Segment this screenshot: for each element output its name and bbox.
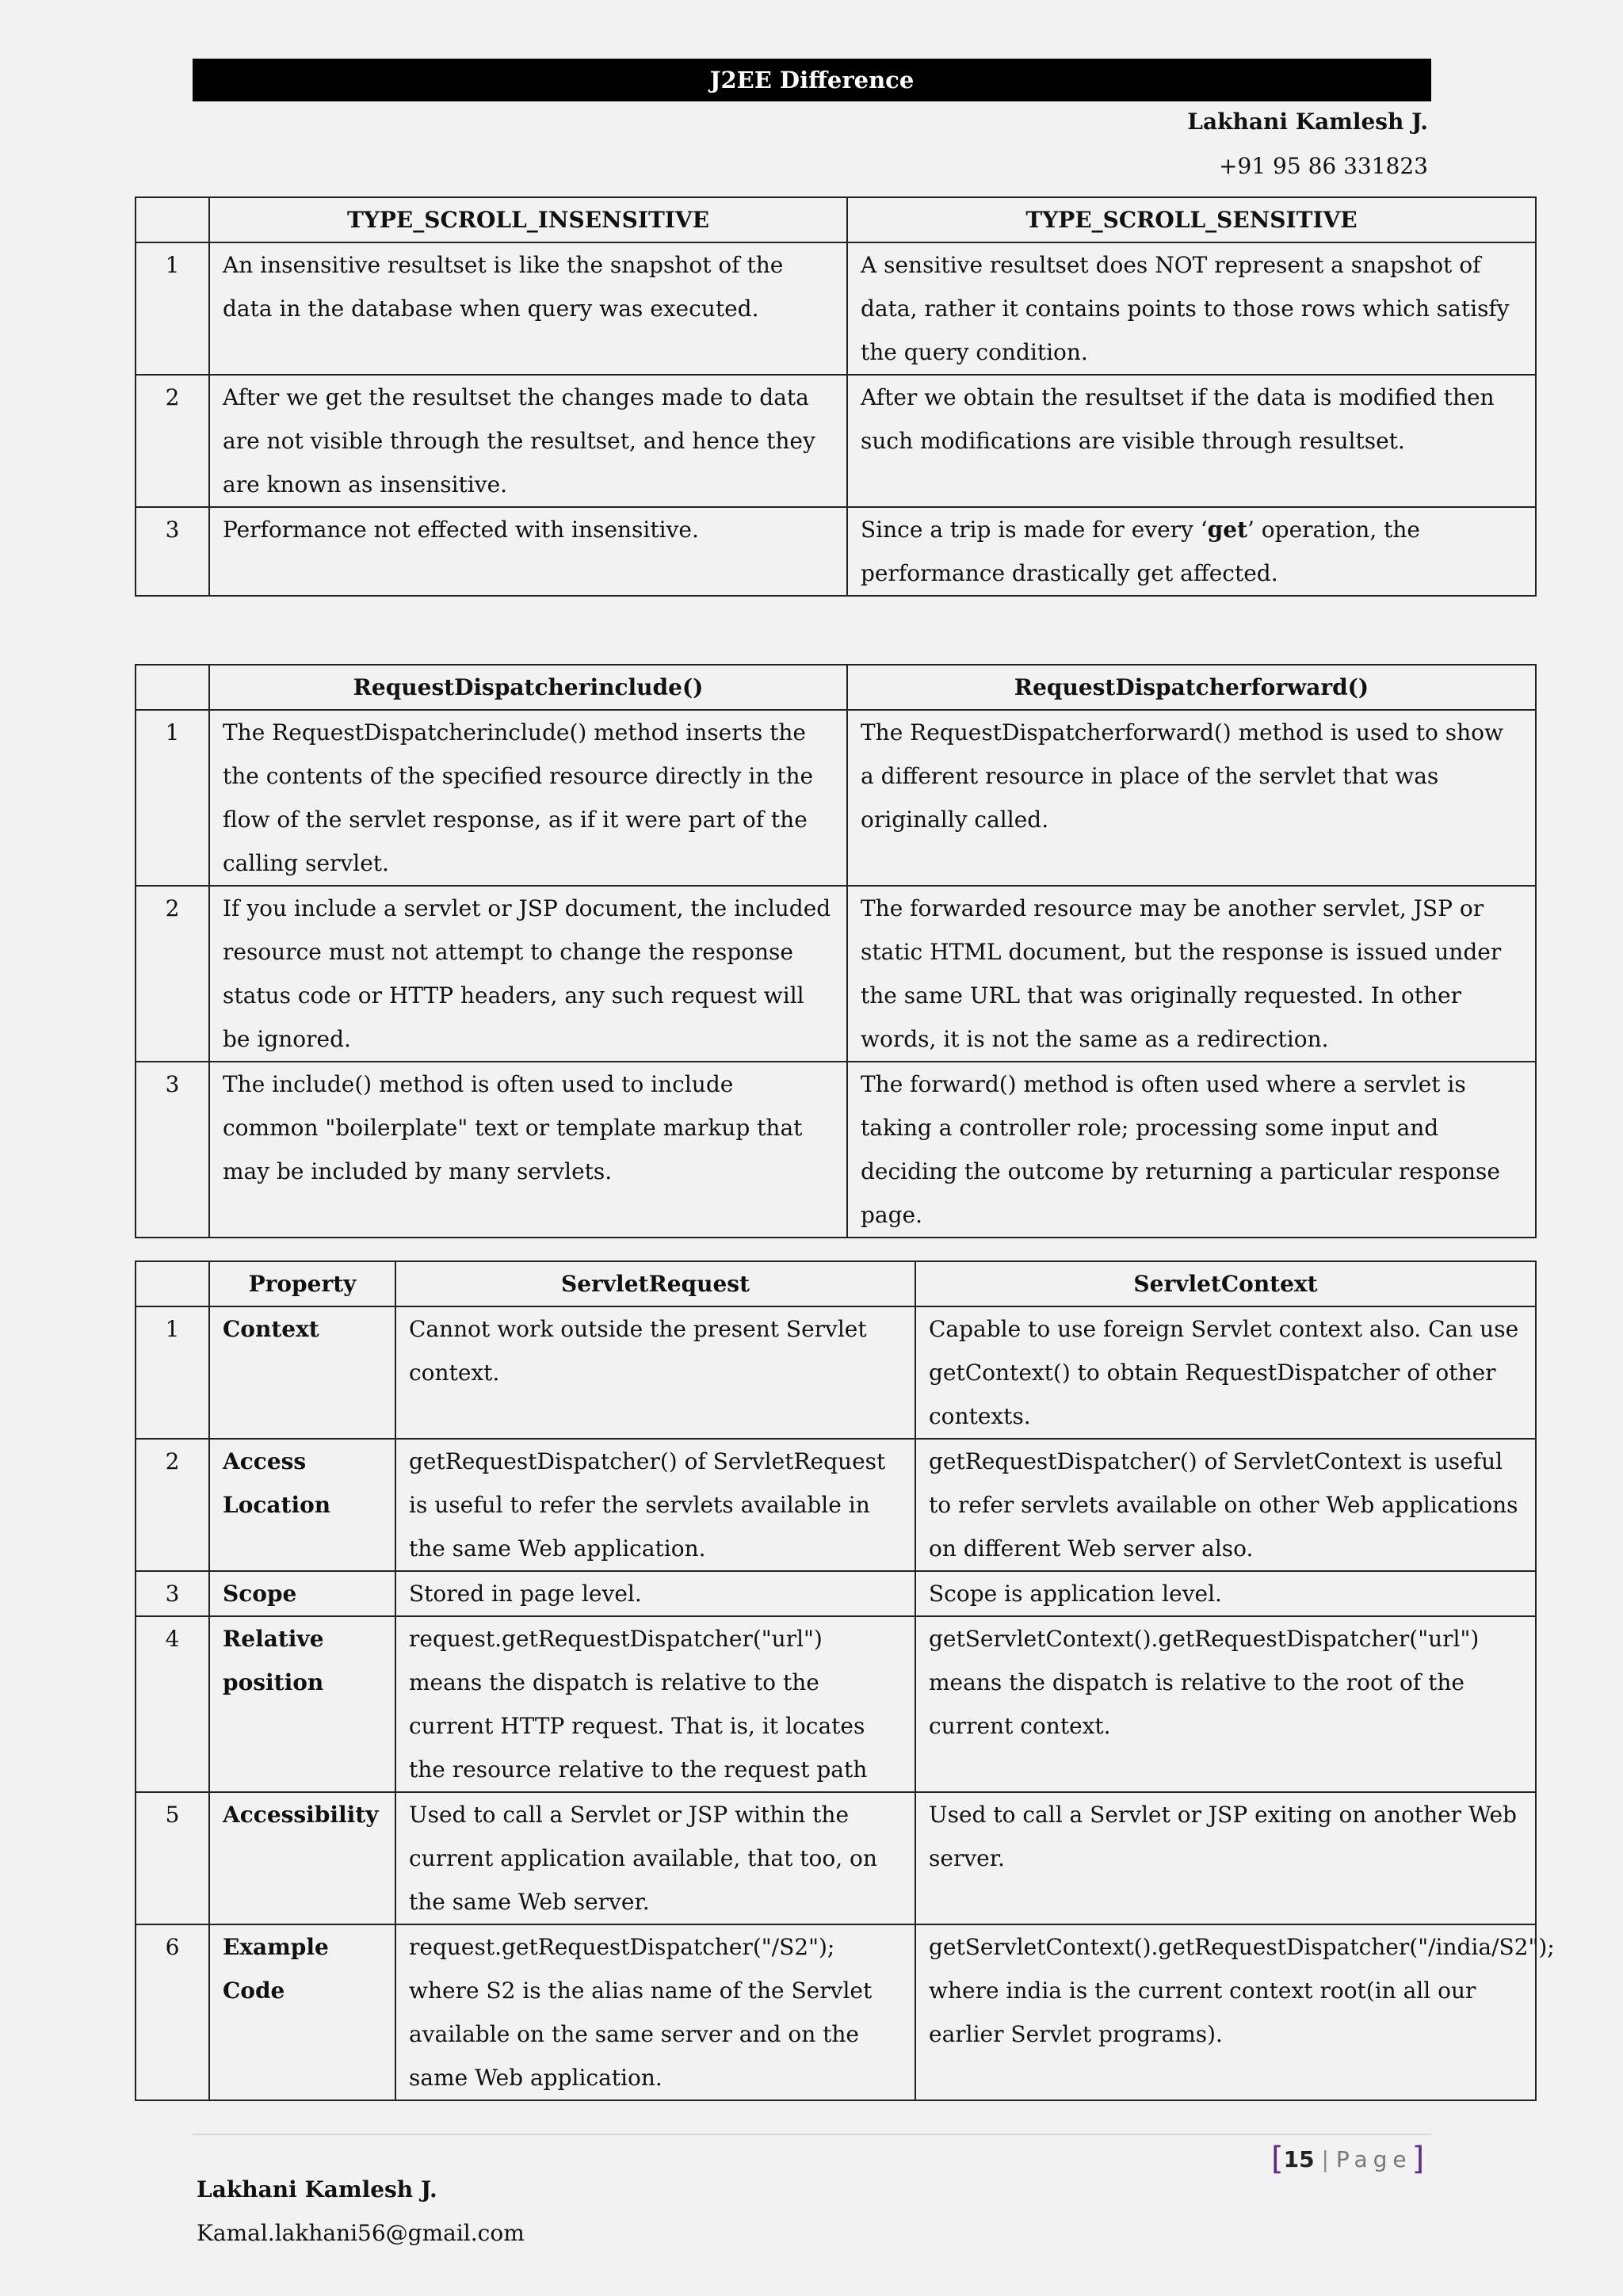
text-span: Since a trip is made for every ‘ bbox=[861, 517, 1208, 543]
column-header: ServletContext bbox=[915, 1261, 1536, 1306]
table-cell: Performance not effected with insensitive. bbox=[209, 507, 847, 596]
page-title: J2EE Difference bbox=[709, 67, 915, 93]
row-number: 2 bbox=[136, 886, 209, 1062]
table-cell: The include() method is often used to include common "boilerplate" text or template markup that may be included by many servlets. bbox=[209, 1062, 847, 1238]
table-cell: Used to call a Servlet or JSP within the current application available, that too, on the same Web server. bbox=[395, 1792, 915, 1924]
row-number: 6 bbox=[136, 1924, 209, 2100]
column-header: Property bbox=[209, 1261, 395, 1306]
header-author-name: Lakhani Kamlesh J. bbox=[1187, 109, 1428, 135]
property-cell: Context bbox=[209, 1306, 395, 1439]
table-row bbox=[136, 1306, 1536, 1439]
table-row bbox=[136, 710, 1536, 886]
table-row bbox=[136, 1439, 1536, 1571]
footer-divider bbox=[193, 2134, 1431, 2135]
table-row bbox=[136, 1792, 1536, 1924]
table-cell: Stored in page level. bbox=[395, 1571, 915, 1616]
page-word: Page bbox=[1335, 2146, 1412, 2172]
table-cell: Used to call a Servlet or JSP exiting on another Web server. bbox=[915, 1792, 1536, 1924]
table-row bbox=[136, 1571, 1536, 1616]
property-cell: Scope bbox=[209, 1571, 395, 1616]
column-header: TYPE_SCROLL_SENSITIVE bbox=[847, 197, 1536, 242]
table-header-row bbox=[136, 197, 1536, 242]
footer-author-block bbox=[197, 2168, 525, 2255]
table-cell: After we get the resultset the changes made to data are not visible through the resultset, and hence they are known as insensitive. bbox=[209, 375, 847, 507]
column-header: RequestDispatcherinclude() bbox=[209, 665, 847, 710]
table-header-row bbox=[136, 665, 1536, 710]
row-number: 1 bbox=[136, 1306, 209, 1439]
row-number: 1 bbox=[136, 710, 209, 886]
table-cell: Cannot work outside the present Servlet context. bbox=[395, 1306, 915, 1439]
request-dispatcher-table bbox=[135, 664, 1537, 1238]
row-number: 3 bbox=[136, 1062, 209, 1238]
row-number: 2 bbox=[136, 1439, 209, 1571]
table-cell: getRequestDispatcher() of ServletRequest is useful to refer the servlets available in the same Web application. bbox=[395, 1439, 915, 1571]
row-number: 1 bbox=[136, 242, 209, 375]
number-header bbox=[136, 1261, 209, 1306]
property-cell: Example Code bbox=[209, 1924, 395, 2100]
table-row bbox=[136, 375, 1536, 507]
row-number: 5 bbox=[136, 1792, 209, 1924]
servlet-request-context-table bbox=[135, 1261, 1555, 2101]
page-title-bar bbox=[193, 59, 1431, 101]
row-number: 4 bbox=[136, 1616, 209, 1792]
table-cell: getRequestDispatcher() of ServletContext is useful to refer servlets available on other Web applications on different Web server also. bbox=[915, 1439, 1536, 1571]
table-row bbox=[136, 1062, 1536, 1238]
column-header: TYPE_SCROLL_INSENSITIVE bbox=[209, 197, 847, 242]
table-header-row bbox=[136, 1261, 1536, 1306]
column-header: ServletRequest bbox=[395, 1261, 915, 1306]
footer-email: Kamal.lakhani56@gmail.com bbox=[197, 2220, 525, 2246]
row-number: 3 bbox=[136, 507, 209, 596]
header-author-block bbox=[1187, 100, 1428, 189]
table-cell: After we obtain the resultset if the data is modified then such modifications are visible through resultset. bbox=[847, 375, 1536, 507]
table-row bbox=[136, 507, 1536, 596]
table-cell: The forwarded resource may be another servlet, JSP or static HTML document, but the response is issued under the same URL that was originally requested. In other words, it is not the same as a redirection. bbox=[847, 886, 1536, 1062]
table-cell: If you include a servlet or JSP document, the included resource must not attempt to change the response status code or HTTP headers, any such request will be ignored. bbox=[209, 886, 847, 1062]
property-cell: Relative position bbox=[209, 1616, 395, 1792]
table-cell: A sensitive resultset does NOT represent a snapshot of data, rather it contains points to those rows which satisfy the query condition. bbox=[847, 242, 1536, 375]
table-cell: The RequestDispatcherinclude() method inserts the the contents of the specified resource directly in the flow of the servlet response, as if it were part of the calling servlet. bbox=[209, 710, 847, 886]
row-number: 3 bbox=[136, 1571, 209, 1616]
row-number: 2 bbox=[136, 375, 209, 507]
table-cell: An insensitive resultset is like the snapshot of the data in the database when query was executed. bbox=[209, 242, 847, 375]
page-number-block bbox=[1271, 2141, 1424, 2177]
header-author-phone: +91 95 86 331823 bbox=[1219, 153, 1428, 179]
table-row bbox=[136, 242, 1536, 375]
bold-keyword: get bbox=[1207, 517, 1247, 543]
table-cell bbox=[847, 507, 1536, 596]
table-row bbox=[136, 1616, 1536, 1792]
property-cell: Access Location bbox=[209, 1439, 395, 1571]
table-cell: The forward() method is often used where a servlet is taking a controller role; processing some input and deciding the outcome by returning a particular response page. bbox=[847, 1062, 1536, 1238]
text-span: ’ operation, the performance drastically get affected. bbox=[861, 517, 1420, 586]
table-cell: getServletContext().getRequestDispatcher("/india/S2"); where india is the current context root(in all our earlier Servlet programs). bbox=[915, 1924, 1536, 2100]
footer-author-name: Lakhani Kamlesh J. bbox=[197, 2176, 437, 2203]
table-row bbox=[136, 886, 1536, 1062]
table-cell: getServletContext().getRequestDispatcher("url") means the dispatch is relative to the root of the current context. bbox=[915, 1616, 1536, 1792]
table-cell: request.getRequestDispatcher("url") means the dispatch is relative to the current HTTP request. That is, it locates the resource relative to the request path bbox=[395, 1616, 915, 1792]
number-header bbox=[136, 197, 209, 242]
bracket-open-glyph: [ bbox=[1271, 2141, 1284, 2177]
bracket-close-glyph: ] bbox=[1411, 2141, 1425, 2177]
table-cell: Scope is application level. bbox=[915, 1571, 1536, 1616]
table-row bbox=[136, 1924, 1536, 2100]
page-separator: | bbox=[1321, 2146, 1329, 2172]
column-header: RequestDispatcherforward() bbox=[847, 665, 1536, 710]
property-cell: Accessibility bbox=[209, 1792, 395, 1924]
scroll-sensitivity-table bbox=[135, 196, 1537, 597]
table-cell: Capable to use foreign Servlet context also. Can use getContext() to obtain RequestDispatcher of other contexts. bbox=[915, 1306, 1536, 1439]
page-number: 15 bbox=[1283, 2146, 1315, 2172]
table-cell: request.getRequestDispatcher("/S2"); where S2 is the alias name of the Servlet available on the same server and on the same Web application. bbox=[395, 1924, 915, 2100]
table-cell: The RequestDispatcherforward() method is used to show a different resource in place of the servlet that was originally called. bbox=[847, 710, 1536, 886]
number-header bbox=[136, 665, 209, 710]
